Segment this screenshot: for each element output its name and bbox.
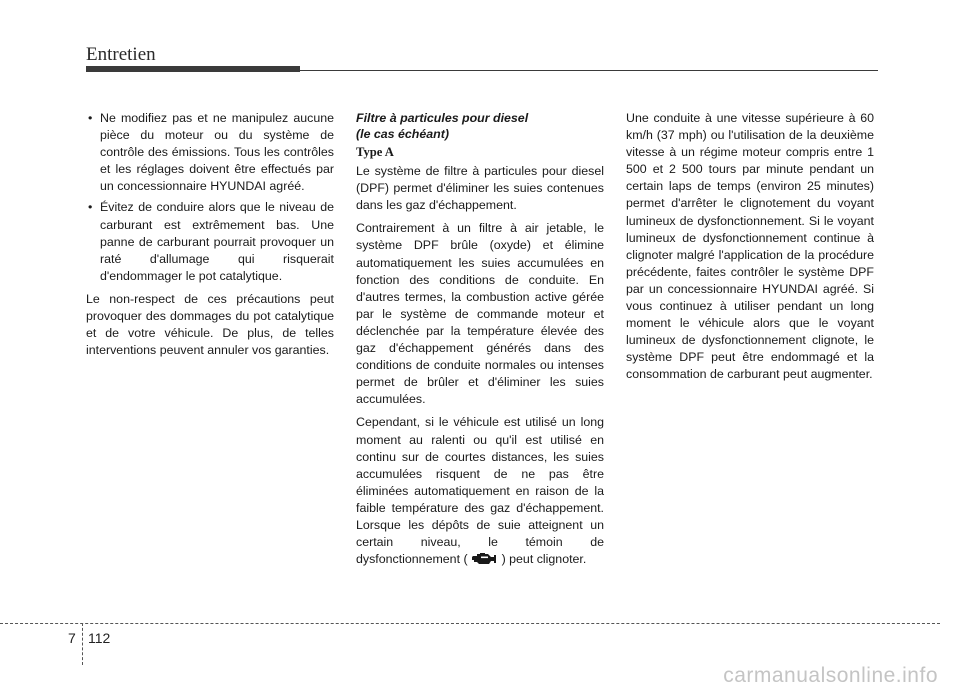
precautions-list	[86, 110, 334, 285]
list-item: • Ne modifiez pas et ne manipulez aucune pièce du moteur ou du système de contrôle des émissions. Tous les contrôles et les réglages doivent être effectués par un concessionnaire HYUNDAI agréé.	[86, 110, 334, 195]
type-label: Type A	[356, 145, 394, 159]
paragraph: Une conduite à une vitesse supérieure à 60 km/h (37 mph) ou l'utilisation de la deuxième vitesse à un régime moteur compris entre 1 500 et 2 500 tours par minute pendant un certain laps de temps (environ 25 minutes) permet d'arrêter le clignotement du voyant lumineux de dysfonctionnement. Si le voyant lumineux de dysfonctionnement continue à clignoter malgré l'application de la procédure précédente, faites contrôler le système DPF par un concessionnaire HYUNDAI agréé. Si vous continuez à utiliser pendant un long moment le véhicule alors que le voyant lumineux de dysfonctionnement clignote, le système DPF peut être endommagé et la consommation de carburant peut augmenter.	[626, 111, 874, 382]
paragraph-text: Cependant, si le véhicule est utilisé un long moment au ralenti ou qu'il est utilisé en continu sur de courtes distances, les suies accumulées risquent de ne pas être éliminées automatiquement en raison de la faible température des gaz d'échappement. Lorsque les dépôts de suie atteignent un certain niveau, le témoin de dysfonctionnement (	[356, 415, 604, 567]
warranty-paragraph: Le non-respect de ces précautions peut provoquer des dommages du pot catalytique et de votre véhicule. De plus, de telles interventions peuvent annuler vos garanties.	[86, 291, 334, 358]
column-1	[86, 110, 334, 365]
paragraph: Le système de filtre à particules pour diesel (DPF) permet d'éliminer les suies contenues dans les gaz d'échappement.	[356, 164, 604, 213]
footer-rule	[0, 623, 940, 624]
header-rule	[300, 70, 878, 71]
dpf-heading-line2: (le cas échéant)	[356, 127, 449, 141]
chapter-number: 7	[68, 630, 76, 646]
paragraph-text: ) peut clignoter.	[501, 552, 587, 567]
paragraph-with-icon	[356, 414, 604, 568]
footer-divider	[82, 623, 83, 665]
page-number: 112	[88, 630, 111, 646]
list-item: • Évitez de conduire alors que le niveau de carburant est extrêmement bas. Une panne de carburant pourrait provoquer un raté d'allumage qui risquerait d'endommager le pot catalytique.	[86, 199, 334, 284]
header-bar	[86, 66, 300, 72]
watermark: carmanualsonline.info	[723, 664, 938, 687]
column-3	[626, 110, 874, 390]
dpf-heading	[356, 110, 604, 142]
column-2	[356, 110, 604, 574]
paragraph: Contrairement à un filtre à air jetable, le système DPF brûle (oxyde) et élimine automatiquement les suies accumulées en fonction des conditions de conduite. En d'autres termes, la combustion active gérée par le système de commande moteur et déclenchée par la température élevée des gaz d'échappement générés dans des conditions de conduite normales ou intenses permet de brûler et d'éliminer les suies accumulées.	[356, 221, 604, 407]
engine-check-icon	[470, 552, 500, 565]
section-title: Entretien	[86, 44, 156, 65]
dpf-heading-line1: Filtre à particules pour diesel	[356, 111, 529, 125]
